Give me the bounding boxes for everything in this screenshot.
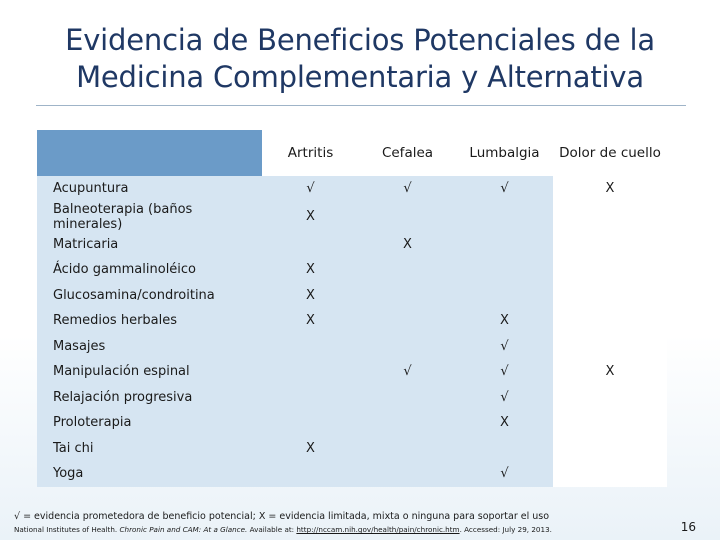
cell-dolor-de-cuello <box>553 436 667 462</box>
cell-lumbalgia: √ <box>456 334 553 360</box>
title-line-1: Evidencia de Beneficios Potenciales de la <box>65 23 655 57</box>
cell-dolor-de-cuello <box>553 308 667 334</box>
cell-artritis: X <box>262 202 359 232</box>
cell-cefalea <box>359 334 456 360</box>
row-name: Acupuntura <box>37 176 262 202</box>
table-row <box>37 176 667 202</box>
cell-lumbalgia <box>456 436 553 462</box>
cell-lumbalgia <box>456 257 553 283</box>
cell-lumbalgia <box>456 202 553 232</box>
row-name: Matricaria <box>37 232 262 258</box>
cell-artritis: X <box>262 308 359 334</box>
cell-artritis <box>262 461 359 487</box>
cell-cefalea: √ <box>359 359 456 385</box>
row-name: Ácido gammalinoléico <box>37 257 262 283</box>
row-name: Remedios herbales <box>37 308 262 334</box>
cell-dolor-de-cuello <box>553 202 667 232</box>
cell-cefalea <box>359 257 456 283</box>
cell-dolor-de-cuello: X <box>553 176 667 202</box>
cell-lumbalgia: √ <box>456 176 553 202</box>
legend-note: √ = evidencia prometedora de beneficio potencial; X = evidencia limitada, mixta o ninguna para soportar el uso <box>14 511 550 522</box>
table-row <box>37 461 667 487</box>
cell-cefalea <box>359 410 456 436</box>
cell-cefalea <box>359 283 456 309</box>
table-row <box>37 410 667 436</box>
table-row <box>37 232 667 258</box>
source-title: Chronic Pain and CAM: At a Glance. <box>119 525 248 534</box>
cell-artritis <box>262 232 359 258</box>
cell-lumbalgia <box>456 232 553 258</box>
cell-lumbalgia: X <box>456 308 553 334</box>
table-row <box>37 334 667 360</box>
source-link[interactable]: http://nccam.nih.gov/health/pain/chronic.htm <box>296 525 460 534</box>
table-row <box>37 359 667 385</box>
row-name: Masajes <box>37 334 262 360</box>
cell-cefalea <box>359 461 456 487</box>
cell-artritis: X <box>262 283 359 309</box>
table-header-row <box>37 130 667 176</box>
source-prefix: National Institutes of Health. <box>14 525 120 534</box>
cell-dolor-de-cuello <box>553 410 667 436</box>
row-name: Tai chi <box>37 436 262 462</box>
header-cefalea: Cefalea <box>359 130 456 176</box>
cell-dolor-de-cuello <box>553 385 667 411</box>
cell-artritis: X <box>262 257 359 283</box>
title-line-2: Medicina Complementaria y Alternativa <box>76 60 644 94</box>
header-dolor-de-cuello: Dolor de cuello <box>553 130 667 176</box>
row-name: Balneoterapia (baños minerales) <box>37 202 262 232</box>
cell-cefalea: X <box>359 232 456 258</box>
row-name: Manipulación espinal <box>37 359 262 385</box>
row-name: Relajación progresiva <box>37 385 262 411</box>
cell-artritis <box>262 359 359 385</box>
cell-dolor-de-cuello <box>553 257 667 283</box>
cell-lumbalgia: √ <box>456 359 553 385</box>
header-corner-cell <box>37 130 262 176</box>
cell-cefalea <box>359 202 456 232</box>
header-artritis: Artritis <box>262 130 359 176</box>
cell-dolor-de-cuello <box>553 232 667 258</box>
cell-lumbalgia: √ <box>456 385 553 411</box>
row-name: Yoga <box>37 461 262 487</box>
source-citation <box>14 525 552 534</box>
table-row <box>37 385 667 411</box>
source-accessed: . Accessed: July 29, 2013. <box>459 525 552 534</box>
page-number: 16 <box>680 520 696 534</box>
source-available: Available at: <box>247 525 297 534</box>
cell-dolor-de-cuello: X <box>553 359 667 385</box>
cell-dolor-de-cuello <box>553 461 667 487</box>
table-row <box>37 308 667 334</box>
cell-artritis <box>262 385 359 411</box>
table-row <box>37 436 667 462</box>
cell-lumbalgia <box>456 283 553 309</box>
table-row <box>37 202 667 232</box>
cell-cefalea <box>359 308 456 334</box>
cell-cefalea <box>359 385 456 411</box>
cell-lumbalgia: √ <box>456 461 553 487</box>
slide-title <box>20 22 700 96</box>
cell-artritis <box>262 334 359 360</box>
header-lumbalgia: Lumbalgia <box>456 130 553 176</box>
cell-cefalea <box>359 436 456 462</box>
cell-artritis: √ <box>262 176 359 202</box>
title-divider <box>36 105 686 106</box>
table-row <box>37 283 667 309</box>
row-name: Proloterapia <box>37 410 262 436</box>
cell-artritis: X <box>262 436 359 462</box>
row-name: Glucosamina/condroitina <box>37 283 262 309</box>
cell-artritis <box>262 410 359 436</box>
cell-dolor-de-cuello <box>553 283 667 309</box>
cell-cefalea: √ <box>359 176 456 202</box>
evidence-table <box>37 130 667 487</box>
cell-dolor-de-cuello <box>553 334 667 360</box>
cell-lumbalgia: X <box>456 410 553 436</box>
table-row <box>37 257 667 283</box>
